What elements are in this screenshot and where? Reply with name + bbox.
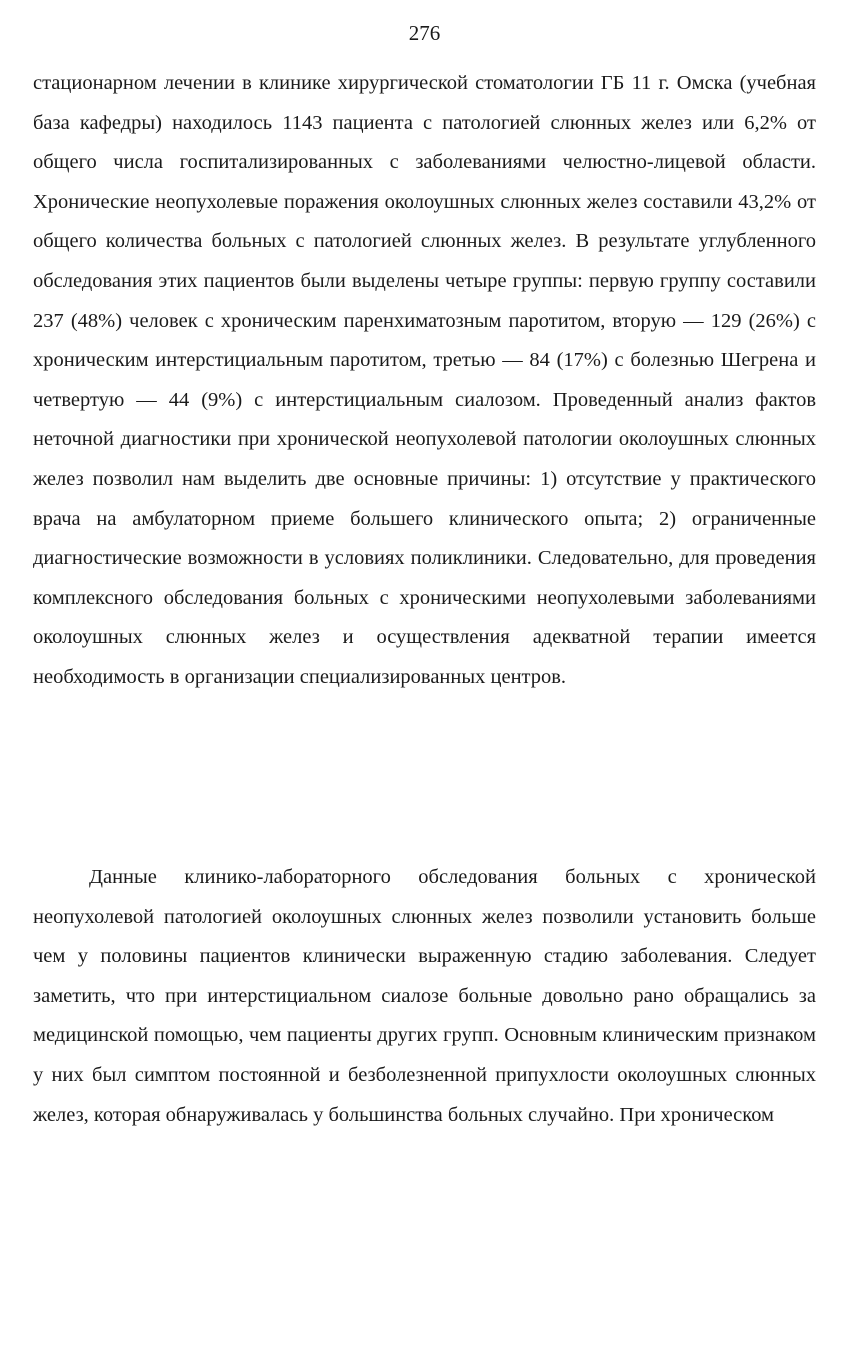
paragraph-continued: стационарном лечении в клинике хирургической стоматологии ГБ 11 г. Омска (учебная база кафедры) находилось 1143 пациента с патологией слюнных желез или 6,2% от общего числа госпитализированных с заболеваниями челюстно-лицевой области. Хронические неопухолевые поражения околоушных слюнных желез составили 43,2% от общего количества больных с патологией слюнных желез. В результате углубленного обследования этих пациентов были выделены четыре группы: первую группу составили 237 (48%) человек с хроническим паренхиматозным паротитом, вторую — 129 (26%) с хроническим интерстициальным паротитом, третью — 84 (17%) с болезнью Шегрена и четвертую — 44 (9%) с интерстициальным сиалозом. Проведенный анализ фактов неточной диагностики при хронической неопухолевой патологии околоушных слюнных желез позволил нам выделить две основные причины: 1) отсутствие у практического врача на амбулаторном приеме большего клинического опыта; 2) ограниченные диагностические возможности в условиях поликлиники. Следовательно, для проведения комплексного обследования больных с хроническими неопухолевыми заболеваниями околоушных слюнных желез и осуществления адекватной терапии имеется необходимость в организации специализированных центров. bbox=[33, 72, 816, 688]
body-text-block-1 bbox=[33, 64, 816, 698]
body-text-block-2 bbox=[33, 858, 816, 1135]
page-number: 276 bbox=[408, 21, 441, 45]
paragraph-clinical-findings: Данные клинико-лабораторного обследования больных с хронической неопухолевой патологией околоушных слюнных желез позволили установить больше чем у половины пациентов клинически выраженную стадию заболевания. Следует заметить, что при интерстициальном сиалозе больные довольно рано обращались за медицинской помощью, чем пациенты других групп. Основным клиническим признаком у них был симптом постоянной и безболезненной припухлости околоушных слюнных желез, которая обнаруживалась у большинства больных случайно. При хроническом bbox=[33, 866, 816, 1126]
